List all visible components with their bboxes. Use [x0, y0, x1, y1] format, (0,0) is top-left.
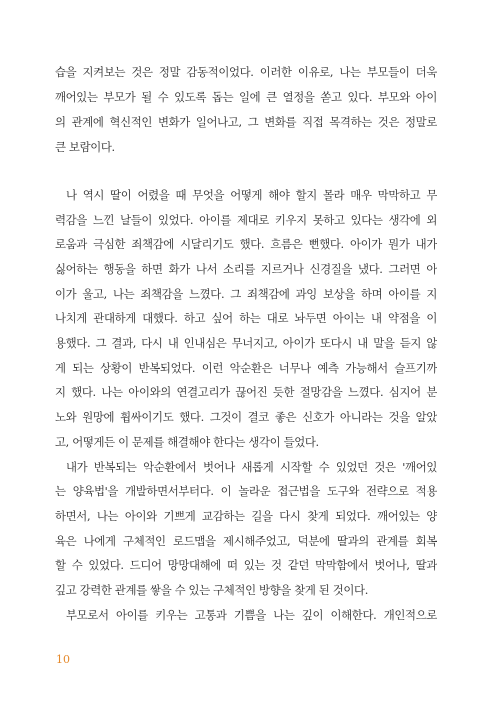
text-line: 큰 보람이다.: [55, 140, 115, 154]
text-line: 의 관계에 혁신적인 변화가 일어나고, 그 변화를 직접 목격하는 것은 정말로: [55, 115, 437, 129]
text-line: 지 했다. 나는 아이와의 연결고리가 끊어진 듯한 절망감을 느꼈다. 심지어 분: [55, 385, 437, 399]
text-line: 하면서, 나는 아이와 기쁘게 교감하는 길을 다시 찾게 되었다. 깨어있는 양: [55, 509, 437, 523]
text-line: 력감을 느낀 날들이 있었다. 아이를 제대로 키우지 못하고 있다는 생각에 외: [55, 213, 437, 227]
text-line: 게 되는 상황이 반복되었다. 이런 악순환은 너무나 예측 가능해서 슬프기까: [55, 361, 437, 375]
text-line: 로움과 극심한 죄책감에 시달리기도 했다. 흐름은 뻔했다. 아이가 뭔가 내가: [55, 237, 437, 251]
text-line: 용했다. 그 결과, 다시 내 인내심은 무너지고, 아이가 또다시 내 말을 듣지 않: [55, 336, 437, 350]
text-line: 할 수 있었다. 드디어 망망대해에 떠 있는 것 같던 막막함에서 벗어나, 딸과: [55, 558, 437, 572]
text-line: 나치게 관대하게 대했다. 하고 싶어 하는 대로 놔두면 아이는 내 약점을 이: [55, 311, 437, 325]
text-line: 깨어있는 부모가 될 수 있도록 돕는 일에 큰 열정을 쏟고 있다. 부모와 아이: [55, 90, 437, 104]
text-line: 내가 반복되는 악순환에서 벗어나 새롭게 시작할 수 있었던 것은 '깨어있: [66, 460, 437, 474]
text-line: 육은 나에게 구체적인 로드맵을 제시해주었고, 덕분에 딸과의 관계를 회복: [55, 534, 437, 548]
page-number: 10: [56, 653, 70, 666]
text-line: 싫어하는 행동을 하면 화가 나서 소리를 지르거나 신경질을 냈다. 그러면 아: [55, 262, 437, 276]
text-line: 는 양육법'을 개발하면서부터다. 이 놀라운 접근법을 도구와 전략으로 적용: [55, 484, 437, 498]
text-line: 습을 지켜보는 것은 정말 감동적이었다. 이러한 이유로, 나는 부모들이 더욱: [55, 65, 437, 79]
text-line: 깊고 강력한 관계를 쌓을 수 있는 구체적인 방향을 찾게 된 것이다.: [55, 583, 368, 597]
text-line: 고, 어떻게든 이 문제를 해결해야 한다는 생각이 들었다.: [55, 435, 319, 449]
text-line: 이가 울고, 나는 죄책감을 느꼈다. 그 죄책감에 과잉 보상을 하며 아이를 지: [55, 287, 437, 301]
text-line: 나 역시 딸이 어렸을 때 무엇을 어떻게 해야 할지 몰라 매우 막막하고 무: [66, 188, 437, 202]
text-line: 노와 원망에 휩싸이기도 했다. 그것이 결코 좋은 신호가 아니라는 것을 알았: [55, 410, 437, 424]
text-line: 부모로서 아이를 키우는 고통과 기쁨을 나는 깊이 이해한다. 개인적으로: [66, 608, 437, 622]
